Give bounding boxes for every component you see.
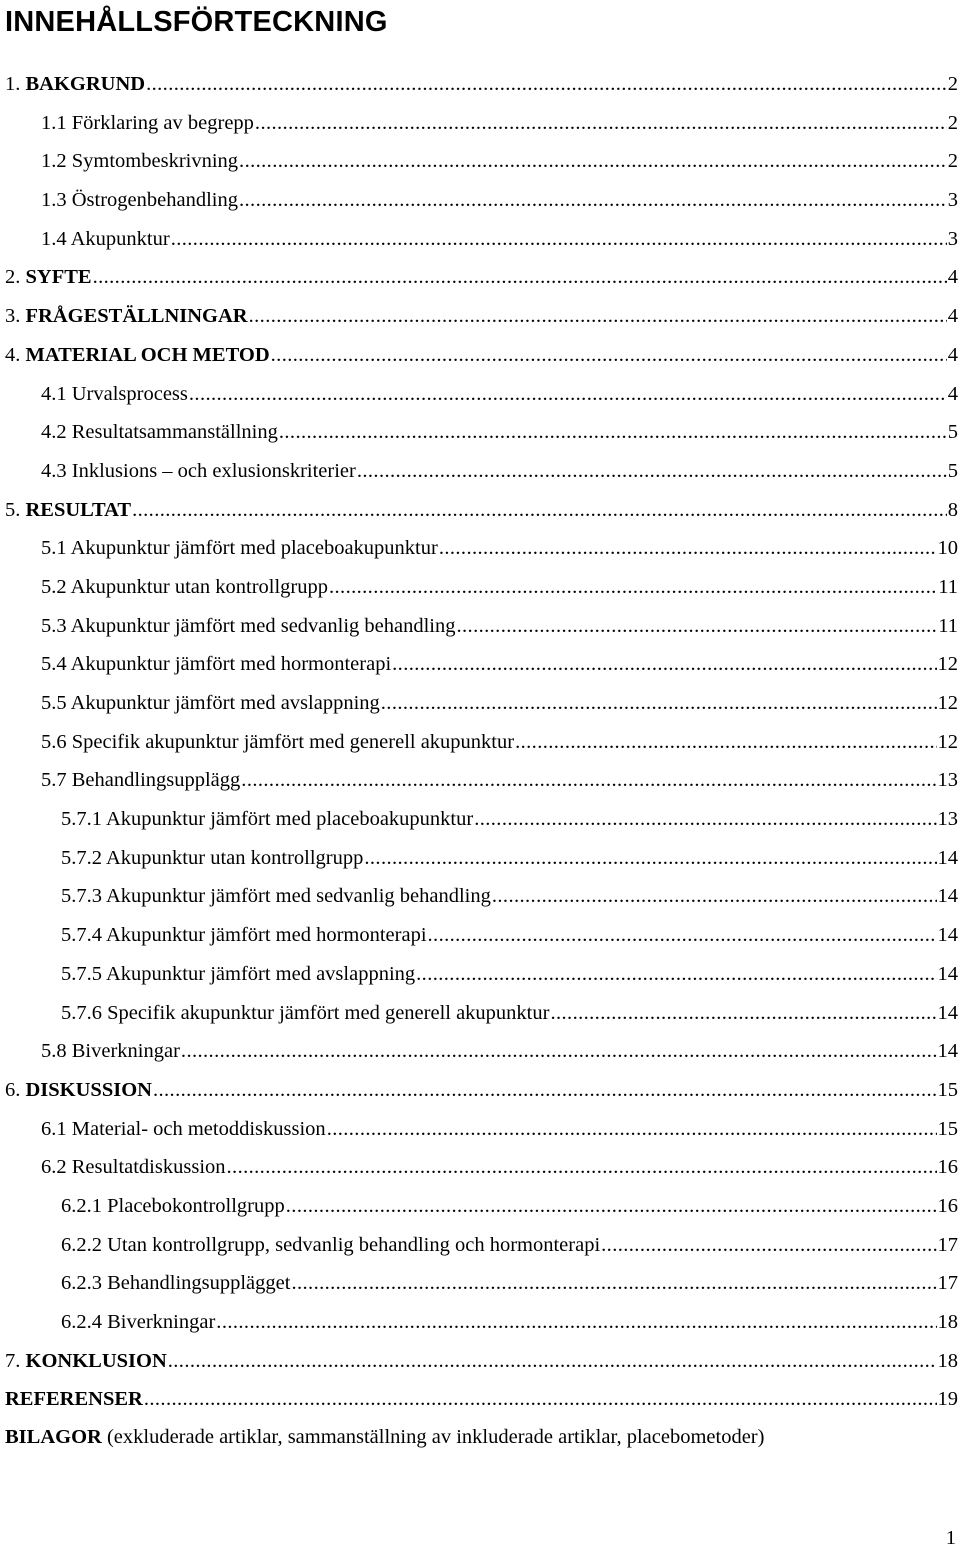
- page-title: INNEHÅLLSFÖRTECKNING: [5, 6, 388, 38]
- toc-entry[interactable]: [0, 258, 960, 297]
- toc-entry[interactable]: [0, 994, 960, 1033]
- toc-entry-title: Östrogenbehandling: [71, 189, 238, 212]
- toc-entry-title: Behandlingsupplägg: [71, 769, 241, 792]
- dot-leader: [601, 1226, 936, 1265]
- toc-entry-label: [5, 336, 270, 375]
- toc-entry-title: Resultatsammanställning: [71, 421, 278, 444]
- toc-entry-number: 5.7.5: [61, 962, 102, 985]
- table-of-contents: [0, 65, 960, 1419]
- toc-entry-title: Symtombeskrivning: [71, 150, 239, 173]
- dot-leader: [181, 1032, 937, 1071]
- toc-entry[interactable]: [0, 65, 960, 104]
- toc-entry-page: 17: [937, 1233, 958, 1256]
- toc-entry[interactable]: [0, 1342, 960, 1381]
- toc-entry-page: 14: [937, 846, 958, 869]
- toc-entry-title: Biverkningar: [107, 1311, 216, 1333]
- toc-entry[interactable]: [0, 491, 960, 530]
- dot-leader: [457, 607, 938, 646]
- toc-entry-note: (exkluderade artiklar, sammanställning av inkluderade artiklar, placebometoder): [106, 1426, 765, 1448]
- toc-entry-number: 6.2.4: [61, 1311, 102, 1333]
- dot-leader: [153, 1071, 937, 1110]
- toc-entry-label: [61, 1264, 290, 1303]
- toc-entry-label: [61, 1187, 285, 1226]
- toc-entry-title: RESULTAT: [25, 498, 132, 521]
- toc-entry-number: 5.6: [41, 730, 67, 753]
- toc-entry-page: 5: [947, 421, 958, 444]
- dot-leader: [189, 375, 947, 414]
- toc-entry-page: 18: [937, 1311, 958, 1333]
- toc-entry[interactable]: [0, 568, 960, 607]
- dot-leader: [227, 1148, 937, 1187]
- toc-entry-bilagor[interactable]: [5, 1418, 764, 1456]
- toc-entry-label: [5, 65, 145, 104]
- toc-entry-page: 12: [937, 730, 958, 753]
- toc-entry-page: 18: [937, 1349, 958, 1372]
- toc-entry-page: 14: [937, 1040, 958, 1063]
- dot-leader: [492, 877, 937, 916]
- toc-entry[interactable]: [0, 1380, 960, 1419]
- dot-leader: [364, 839, 936, 878]
- toc-entry-number: 5.3: [41, 614, 67, 637]
- toc-entry-number: 5.7.2: [61, 846, 102, 869]
- toc-entry-number: 6.2.1: [61, 1194, 102, 1217]
- dot-leader: [171, 220, 947, 259]
- dot-leader: [291, 1264, 936, 1303]
- toc-entry[interactable]: [0, 1226, 960, 1265]
- toc-entry[interactable]: [0, 375, 960, 414]
- toc-entry-label: [41, 529, 438, 568]
- toc-entry-page: 16: [937, 1194, 958, 1217]
- toc-entry[interactable]: [0, 839, 960, 878]
- toc-entry-page: 3: [947, 189, 958, 212]
- dot-leader: [279, 413, 947, 452]
- toc-entry-number: 6.2: [41, 1156, 67, 1179]
- toc-entry-title: Urvalsprocess: [71, 382, 188, 405]
- toc-entry-title: Behandlingsupplägget: [107, 1272, 291, 1295]
- toc-entry-label: [41, 142, 238, 181]
- toc-entry[interactable]: [0, 684, 960, 723]
- toc-entry-number: 4.2: [41, 421, 67, 444]
- toc-entry-number: 5.7.4: [61, 924, 102, 947]
- toc-entry-title: BAKGRUND: [25, 73, 146, 95]
- toc-entry-label: [41, 1032, 180, 1071]
- dot-leader: [144, 1380, 937, 1419]
- toc-entry-label: [41, 568, 328, 607]
- toc-entry-page: 2: [947, 150, 958, 173]
- toc-entry-page: 3: [947, 227, 958, 250]
- toc-entry-page: 4: [947, 305, 958, 328]
- toc-entry-number: 5.: [5, 498, 21, 521]
- toc-entry-page: 16: [937, 1156, 958, 1179]
- toc-entry-number: 5.1: [41, 537, 67, 560]
- dot-leader: [249, 297, 947, 336]
- toc-entry-page: 11: [938, 575, 958, 598]
- dot-leader: [93, 258, 947, 297]
- toc-entry[interactable]: [0, 336, 960, 375]
- toc-entry[interactable]: [0, 877, 960, 916]
- toc-entry-number: 1.3: [41, 189, 67, 212]
- toc-entry-label: [61, 955, 415, 994]
- toc-entry[interactable]: [0, 1032, 960, 1071]
- toc-entry[interactable]: [0, 181, 960, 220]
- toc-entry-page: 5: [947, 459, 958, 482]
- toc-entry-label: [61, 877, 491, 916]
- toc-entry-title: Akupunktur jämfört med avslappning: [70, 692, 380, 714]
- toc-entry[interactable]: [0, 297, 960, 336]
- toc-entry-page: 14: [937, 924, 958, 947]
- toc-entry-number: 1.4: [41, 227, 67, 250]
- toc-entry-page: 4: [947, 382, 958, 405]
- toc-entry-label: [41, 413, 278, 452]
- toc-entry-number: 4.: [5, 343, 21, 366]
- dot-leader: [474, 800, 936, 839]
- toc-entry-title: Akupunktur jämfört med sedvanlig behandling: [70, 614, 456, 637]
- toc-entry-title: Resultatdiskussion: [71, 1156, 226, 1179]
- toc-entry-title: Utan kontrollgrupp, sedvanlig behandling och hormonterapi: [107, 1233, 601, 1256]
- toc-entry-title: Akupunktur utan kontrollgrupp: [70, 575, 328, 598]
- dot-leader: [239, 142, 947, 181]
- toc-entry-title: Specifik akupunktur jämfört med generell akupunktur: [71, 730, 515, 753]
- toc-entry-page: 8: [947, 498, 958, 521]
- toc-entry-page: 14: [937, 1001, 958, 1024]
- toc-entry-number: 5.2: [41, 575, 67, 598]
- dot-leader: [216, 1303, 936, 1342]
- toc-entry-label: [41, 1148, 226, 1187]
- dot-leader: [357, 452, 947, 491]
- toc-entry[interactable]: [0, 1303, 960, 1342]
- toc-entry-label: [41, 761, 240, 800]
- toc-entry-page: 4: [947, 343, 958, 366]
- toc-entry[interactable]: [0, 220, 960, 259]
- toc-entry-page: 17: [937, 1272, 958, 1295]
- toc-entry-page: 13: [937, 808, 958, 831]
- toc-entry[interactable]: [0, 1187, 960, 1226]
- toc-entry-page: 11: [938, 614, 958, 637]
- toc-entry-number: 4.3: [41, 459, 67, 482]
- toc-entry[interactable]: [0, 761, 960, 800]
- toc-entry-label: [5, 1342, 167, 1381]
- toc-entry-title: Akupunktur utan kontrollgrupp: [106, 846, 364, 869]
- toc-entry-page: 15: [937, 1078, 958, 1101]
- toc-entry-number: 6.1: [41, 1117, 67, 1140]
- toc-entry-number: 3.: [5, 305, 21, 328]
- toc-entry-number: 1.1: [41, 111, 67, 134]
- toc-entry-number: 5.5: [41, 692, 67, 714]
- toc-entry-title: FRÅGESTÄLLNINGAR: [25, 305, 248, 328]
- toc-entry-title: Biverkningar: [71, 1040, 180, 1063]
- toc-entry[interactable]: [0, 916, 960, 955]
- toc-entry-label: [5, 1380, 143, 1419]
- dot-leader: [146, 65, 947, 104]
- toc-entry-page: 19: [937, 1388, 958, 1411]
- toc-entry-label: [5, 1071, 152, 1110]
- toc-entry-title: Akupunktur jämfört med placeboakupunktur: [70, 537, 438, 560]
- toc-entry-label: [5, 297, 248, 336]
- toc-entry[interactable]: [0, 1148, 960, 1187]
- dot-leader: [550, 994, 936, 1033]
- toc-entry[interactable]: [0, 607, 960, 646]
- toc-entry-number: 6.2.2: [61, 1233, 102, 1256]
- toc-entry-title: BILAGOR: [5, 1426, 102, 1448]
- toc-entry-number: 5.7: [41, 769, 67, 792]
- toc-entry-title: Akupunktur jämfört med hormonterapi: [106, 924, 427, 947]
- toc-entry-label: [41, 723, 514, 762]
- toc-entry-title: MATERIAL OCH METOD: [25, 343, 270, 366]
- toc-entry-title: Förklaring av begrepp: [71, 111, 254, 134]
- toc-entry-title: KONKLUSION: [25, 1349, 167, 1372]
- toc-entry-label: [61, 916, 427, 955]
- toc-entry-number: 5.4: [41, 653, 67, 676]
- toc-entry[interactable]: [0, 413, 960, 452]
- toc-entry-number: 4.1: [41, 382, 67, 405]
- toc-entry-title: DISKUSSION: [25, 1078, 152, 1101]
- toc-entry-number: 6.2.3: [61, 1272, 102, 1295]
- dot-leader: [329, 568, 937, 607]
- dot-leader: [241, 761, 936, 800]
- toc-entry-number: 5.7.1: [61, 808, 102, 831]
- toc-entry-label: [5, 491, 131, 530]
- toc-entry[interactable]: [0, 800, 960, 839]
- toc-entry-title: Material- och metoddiskussion: [71, 1117, 326, 1140]
- dot-leader: [381, 684, 937, 723]
- toc-entry-number: 2.: [5, 266, 21, 289]
- toc-entry-label: [61, 1303, 215, 1342]
- dot-leader: [392, 645, 936, 684]
- toc-entry-number: 5.8: [41, 1040, 67, 1063]
- toc-entry[interactable]: [0, 645, 960, 684]
- toc-entry-title: Inklusions – och exlusionskriterier: [71, 459, 356, 482]
- toc-entry-page: 15: [937, 1117, 958, 1140]
- dot-leader: [239, 181, 947, 220]
- toc-entry-title: SYFTE: [25, 266, 92, 289]
- dot-leader: [327, 1110, 937, 1149]
- toc-entry-title: Akupunktur jämfört med hormonterapi: [70, 653, 392, 676]
- dot-leader: [428, 916, 937, 955]
- toc-entry-page: 12: [937, 692, 958, 714]
- toc-entry[interactable]: [0, 1110, 960, 1149]
- toc-entry-page: 4: [947, 266, 958, 289]
- dot-leader: [132, 491, 947, 530]
- dot-leader: [286, 1187, 937, 1226]
- toc-entry-page: 14: [937, 962, 958, 985]
- toc-entry-page: 2: [947, 73, 958, 95]
- toc-entry[interactable]: [0, 723, 960, 762]
- toc-entry-title: Akupunktur: [70, 227, 170, 250]
- toc-entry[interactable]: [0, 142, 960, 181]
- toc-entry-number: 6.: [5, 1078, 21, 1101]
- toc-entry-label: [41, 1110, 326, 1149]
- toc-entry-label: [41, 104, 254, 143]
- dot-leader: [255, 104, 947, 143]
- toc-entry-number: 1.2: [41, 150, 67, 173]
- toc-entry-number: 1.: [5, 73, 21, 95]
- toc-entry-number: 7.: [5, 1349, 21, 1372]
- toc-entry[interactable]: [0, 1264, 960, 1303]
- toc-entry-label: [61, 800, 473, 839]
- dot-leader: [515, 723, 936, 762]
- toc-entry-number: 5.7.3: [61, 885, 102, 908]
- toc-entry-page: 14: [937, 885, 958, 908]
- toc-entry-label: [41, 181, 238, 220]
- toc-entry-label: [41, 452, 356, 491]
- toc-entry-page: 12: [937, 653, 958, 676]
- toc-entry-label: [61, 1226, 600, 1265]
- toc-entry-title: Akupunktur jämfört med avslappning: [106, 962, 416, 985]
- toc-entry-page: 10: [937, 537, 958, 560]
- dot-leader: [168, 1342, 937, 1381]
- toc-entry-label: [41, 220, 170, 259]
- toc-entry-label: [5, 258, 92, 297]
- toc-entry-page: 13: [937, 769, 958, 792]
- dot-leader: [439, 529, 937, 568]
- toc-entry-page: 2: [947, 111, 958, 134]
- dot-leader: [416, 955, 936, 994]
- page-number: 1: [945, 1527, 956, 1549]
- toc-entry-title: Placebokontrollgrupp: [107, 1194, 285, 1217]
- toc-entry-label: [41, 607, 456, 646]
- toc-entry[interactable]: [0, 955, 960, 994]
- toc-entry-title: Specifik akupunktur jämfört med generell akupunktur: [107, 1001, 550, 1024]
- toc-entry-title: REFERENSER: [5, 1388, 143, 1411]
- toc-entry[interactable]: [0, 104, 960, 143]
- toc-entry-title: Akupunktur jämfört med sedvanlig behandling: [106, 885, 491, 908]
- toc-entry-number: 5.7.6: [61, 1001, 102, 1024]
- toc-entry-label: [41, 684, 380, 723]
- toc-entry[interactable]: [0, 529, 960, 568]
- toc-entry-title: Akupunktur jämfört med placeboakupunktur: [106, 808, 474, 831]
- toc-entry-label: [61, 839, 363, 878]
- toc-entry[interactable]: [0, 452, 960, 491]
- dot-leader: [271, 336, 947, 375]
- toc-entry[interactable]: [0, 1071, 960, 1110]
- toc-entry-label: [61, 994, 549, 1033]
- toc-entry-label: [41, 645, 391, 684]
- toc-entry-label: [41, 375, 188, 414]
